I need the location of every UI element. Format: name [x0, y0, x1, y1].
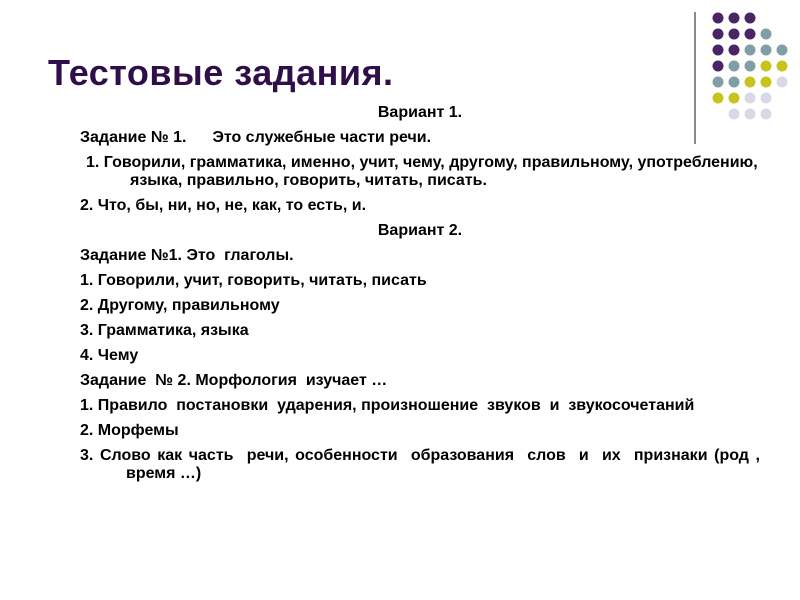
decorative-dot	[729, 45, 740, 56]
variant-1-option-2: 2. Что, бы, ни, но, не, как, то есть, и.	[80, 197, 367, 214]
decorative-dot	[745, 61, 756, 72]
decorative-dot	[729, 61, 740, 72]
decorative-dot	[729, 29, 740, 40]
decorative-dot	[713, 61, 724, 72]
task-1-label: Задание № 1.	[80, 129, 187, 146]
decorative-dot	[745, 45, 756, 56]
decorative-dot	[713, 29, 724, 40]
task-2-option-2: 2. Морфемы	[80, 422, 179, 439]
decorative-dot	[761, 45, 772, 56]
slide-title: Тестовые задания.	[48, 52, 394, 93]
decorative-dot	[745, 93, 756, 104]
variant-1-heading: Вариант 1.	[377, 104, 463, 121]
task-2-option-1: 1. Правило постановки ударения, произношение звуков и звукосочетаний	[80, 397, 695, 414]
decorative-dot	[761, 109, 772, 120]
task-2-option-3: 3. Слово как часть речи, особенности образования слов и их признаки (род , время …)	[80, 447, 765, 482]
decorative-dot	[745, 77, 756, 88]
task-1-question: Это служебные части речи.	[212, 129, 432, 146]
variant-2-option-2: 2. Другому, правильному	[80, 297, 280, 314]
decorative-dot	[713, 77, 724, 88]
variant-2-task-1-heading: Задание №1. Это глаголы.	[80, 247, 294, 264]
decorative-dot	[777, 61, 788, 72]
decorative-dot	[713, 13, 724, 24]
variant-2-heading: Вариант 2.	[377, 222, 463, 239]
task-2-heading: Задание № 2. Морфология изучает …	[80, 372, 388, 389]
decorative-dot	[729, 13, 740, 24]
decorative-dot	[761, 61, 772, 72]
decorative-dot	[729, 77, 740, 88]
variant-1-option-1: 1. Говорили, грамматика, именно, учит, чему, другому, правильному, употреблению, языка, правильно, говорить, читать, писать.	[86, 154, 758, 189]
slide-content	[80, 104, 765, 490]
decorative-dot	[713, 93, 724, 104]
decorative-dot	[761, 93, 772, 104]
decorative-dot	[761, 29, 772, 40]
variant-2-option-3: 3. Грамматика, языка	[80, 322, 249, 339]
decorative-dot	[713, 45, 724, 56]
decorative-dot	[729, 93, 740, 104]
variant-2-option-1: 1. Говорили, учит, говорить, читать, писать	[80, 272, 427, 289]
decorative-dot	[745, 13, 756, 24]
decorative-dot	[777, 45, 788, 56]
task-1-heading	[80, 129, 760, 147]
decorative-dot	[777, 77, 788, 88]
decorative-dot	[745, 29, 756, 40]
decorative-dot	[761, 77, 772, 88]
variant-2-option-4: 4. Чему	[80, 347, 139, 364]
